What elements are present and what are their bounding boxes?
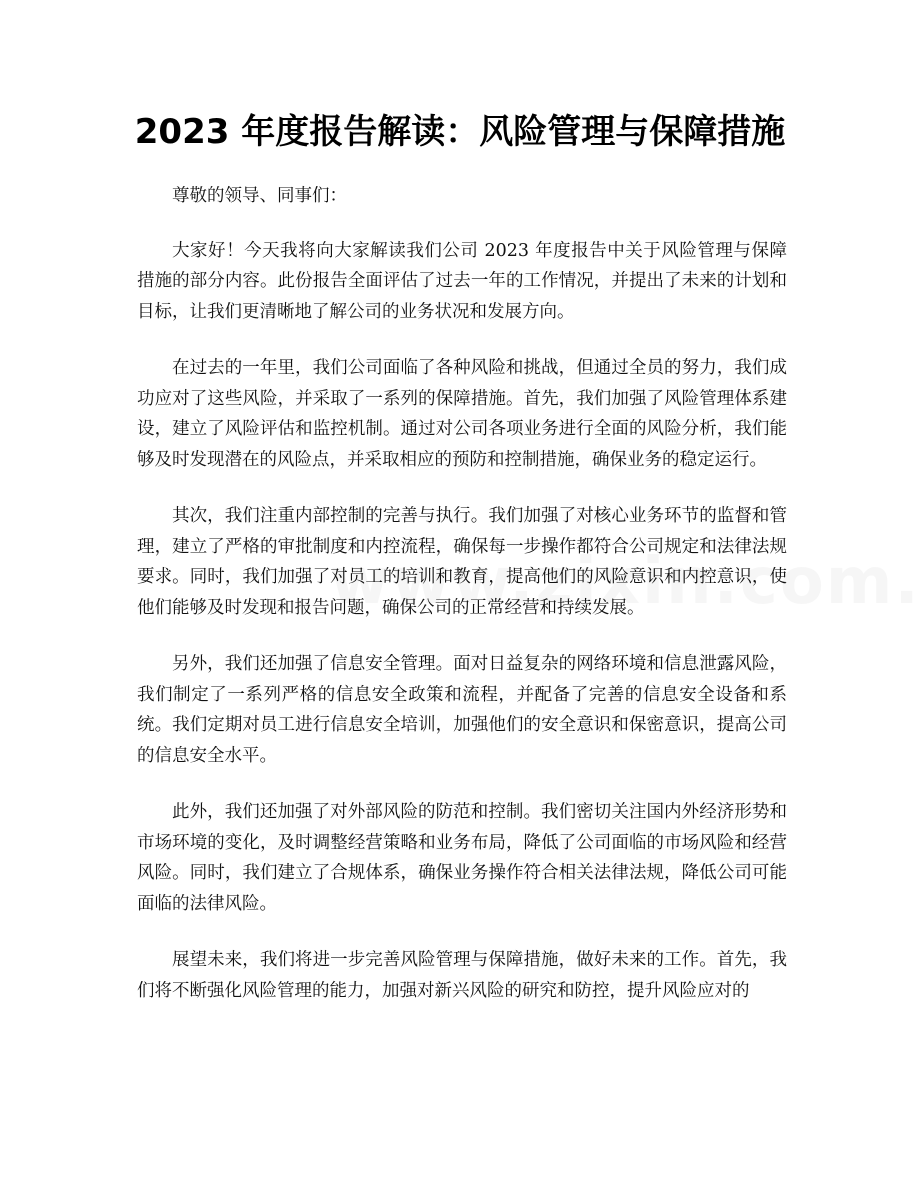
outlook-paragraph: 展望未来，我们将进一步完善风险管理与保障措施，做好未来的工作。首先，我们将不断强化风险管理的能力，加强对新兴风险的研究和防控，提升风险应对的 <box>137 950 787 1001</box>
document-body <box>137 181 787 1032</box>
intro-paragraph: 大家好！今天我将向大家解读我们公司 2023 年度报告中关于风险管理与保障措施的部分内容。此份报告全面评估了过去一年的工作情况，并提出了未来的计划和目标，让我们更清晰地了解公司的业务状况和发展方向。 <box>137 240 787 322</box>
document-title: 2023 年度报告解读：风险管理与保障措施 <box>134 112 786 152</box>
greeting-paragraph: 尊敬的领导、同事们： <box>172 186 347 206</box>
past-year-paragraph: 在过去的一年里，我们公司面临了各种风险和挑战，但通过全员的努力，我们成功应对了这些风险，并采取了一系列的保障措施。首先，我们加强了风险管理体系建设，建立了风险评估和监控机制。通过对公司各项业务进行全面的风险分析，我们能够及时发现潜在的风险点，并采取相应的预防和控制措施，确保业务的稳定运行。 <box>137 358 787 470</box>
information-security-paragraph: 另外，我们还加强了信息安全管理。面对日益复杂的网络环境和信息泄露风险，我们制定了一系列严格的信息安全政策和流程，并配备了完善的信息安全设备和系统。我们定期对员工进行信息安全培训，加强他们的安全意识和保密意识，提高公司的信息安全水平。 <box>137 654 787 766</box>
external-risk-paragraph: 此外，我们还加强了对外部风险的防范和控制。我们密切关注国内外经济形势和市场环境的变化，及时调整经营策略和业务布局，降低了公司面临的市场风险和经营风险。同时，我们建立了合规体系，确保业务操作符合相关法律法规，降低公司可能面临的法律风险。 <box>137 802 787 914</box>
internal-control-paragraph: 其次，我们注重内部控制的完善与执行。我们加强了对核心业务环节的监督和管理，建立了严格的审批制度和内控流程，确保每一步操作都符合公司规定和法律法规要求。同时，我们加强了对员工的培训和教育，提高他们的风险意识和内控意识，使他们能够及时发现和报告问题，确保公司的正常经营和持续发展。 <box>137 506 787 618</box>
